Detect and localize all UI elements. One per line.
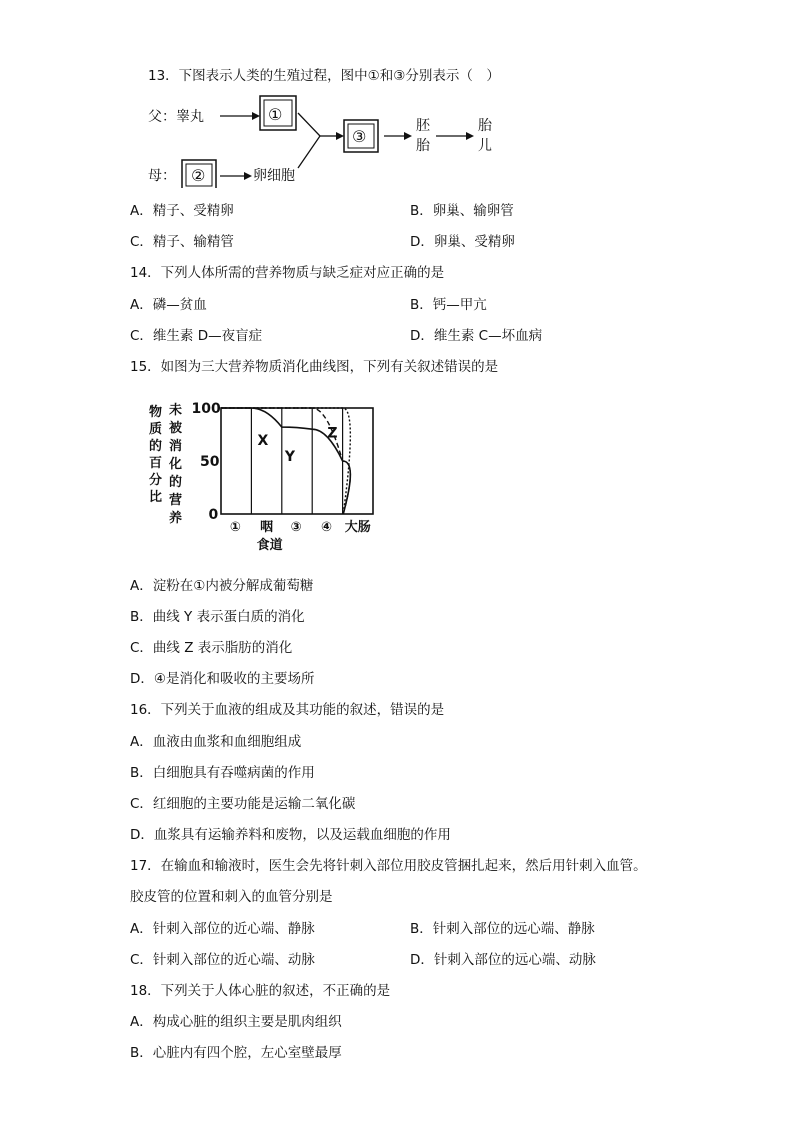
q15-option-c: C．曲线 Z 表示脂肪的消化 bbox=[130, 640, 293, 656]
y-axis-label-outer-char: 物 bbox=[149, 405, 163, 420]
y-tick-label: 50 bbox=[200, 454, 220, 470]
embryo-label-2: 胎 bbox=[416, 138, 430, 154]
y-axis-label-inner-char: 被 bbox=[169, 421, 183, 436]
x-category-label: ④ bbox=[320, 520, 332, 535]
y-tick-label: 0 bbox=[208, 507, 219, 523]
question-17-stem-line-1: 17．在输血和输液时，医生会先将针刺入部位用胶皮管捆扎起来，然后用针刺入血管。 bbox=[130, 858, 647, 874]
q16-option-d: D．血浆具有运输养料和废物，以及运载血细胞的作用 bbox=[130, 827, 451, 843]
box-3-label: ③ bbox=[352, 127, 367, 146]
q14-option-a: A．磷—贫血 bbox=[130, 297, 207, 313]
y-tick-label: 100 bbox=[191, 401, 221, 417]
q17-option-a: A．针刺入部位的近心端、静脉 bbox=[130, 921, 315, 937]
mother-label: 母： bbox=[148, 168, 176, 184]
question-14-stem: 14．下列人体所需的营养物质与缺乏症对应正确的是 bbox=[130, 265, 445, 281]
series-label-x: X bbox=[257, 433, 269, 450]
y-axis-label-outer-char: 的 bbox=[149, 439, 163, 454]
series-label-y: Y bbox=[284, 449, 295, 465]
q18-option-a: A．构成心脏的组织主要是肌肉组织 bbox=[130, 1014, 342, 1030]
father-label: 父：睾丸 bbox=[148, 109, 204, 125]
y-axis-label-outer-char: 分 bbox=[149, 473, 163, 488]
q13-option-b: B．卵巢、输卵管 bbox=[410, 203, 514, 219]
q16-option-a: A．血液由血浆和血细胞组成 bbox=[130, 734, 302, 750]
q17-option-c: C．针刺入部位的近心端、动脉 bbox=[130, 952, 315, 968]
y-axis-label-inner-char: 的 bbox=[169, 475, 183, 490]
y-axis-label-outer-char: 比 bbox=[149, 490, 163, 505]
x-category-label: 咽 bbox=[260, 520, 274, 535]
q13-option-c: C．精子、输精管 bbox=[130, 234, 234, 250]
embryo-label-1: 胚 bbox=[416, 118, 430, 134]
x-category-label: ① bbox=[229, 520, 241, 535]
question-15-stem: 15．如图为三大营养物质消化曲线图，下列有关叙述错误的是 bbox=[130, 359, 499, 375]
box-2-label: ② bbox=[191, 166, 206, 185]
fetus-label-2: 儿 bbox=[478, 138, 492, 154]
fetus-label-1: 胎 bbox=[478, 118, 492, 134]
y-axis-label-inner-char: 未 bbox=[169, 403, 183, 418]
x-category-label: ③ bbox=[290, 520, 302, 535]
y-axis-label-inner-char: 营 bbox=[169, 493, 183, 508]
question-13-stem: 13．下图表示人类的生殖过程，图中①和③分别表示（ ） bbox=[148, 68, 500, 84]
q18-option-b: B．心脏内有四个腔，左心室壁最厚 bbox=[130, 1045, 342, 1061]
y-axis-label-outer-char: 质 bbox=[149, 422, 163, 437]
q15-option-a: A．淀粉在①内被分解成葡萄糖 bbox=[130, 578, 314, 594]
x-extra-label: 食道 bbox=[256, 538, 283, 553]
q16-option-c: C．红细胞的主要功能是运输二氧化碳 bbox=[130, 796, 356, 812]
box-1-label: ① bbox=[268, 105, 283, 124]
question-17-stem-line-2: 胶皮管的位置和刺入的血管分别是 bbox=[130, 889, 333, 905]
question-16-stem: 16．下列关于血液的组成及其功能的叙述，错误的是 bbox=[130, 702, 445, 718]
q13-option-a: A．精子、受精卵 bbox=[130, 203, 234, 219]
q16-option-b: B．白细胞具有吞噬病菌的作用 bbox=[130, 765, 315, 781]
digestion-chart bbox=[145, 396, 385, 556]
q13-option-d: D．卵巢、受精卵 bbox=[410, 234, 515, 250]
q17-option-b: B．针刺入部位的远心端、静脉 bbox=[410, 921, 595, 937]
q14-option-d: D．维生素 C—坏血病 bbox=[410, 328, 543, 344]
y-axis-label-inner-char: 养 bbox=[169, 511, 183, 526]
reproduction-diagram bbox=[140, 88, 520, 188]
q15-option-d: D．④是消化和吸收的主要场所 bbox=[130, 671, 315, 687]
y-axis-label-inner-char: 化 bbox=[169, 457, 183, 472]
question-18-stem: 18．下列关于人体心脏的叙述，不正确的是 bbox=[130, 983, 391, 999]
egg-cell-label: 卵细胞 bbox=[253, 168, 295, 184]
q17-option-d: D．针刺入部位的远心端、动脉 bbox=[410, 952, 596, 968]
x-category-label: 大肠 bbox=[344, 520, 371, 535]
y-axis-label-outer-char: 百 bbox=[149, 456, 163, 471]
q14-option-b: B．钙—甲亢 bbox=[410, 297, 487, 313]
y-axis-label-inner-char: 消 bbox=[169, 439, 183, 454]
q15-option-b: B．曲线 Y 表示蛋白质的消化 bbox=[130, 609, 305, 625]
series-label-z: Z bbox=[327, 425, 338, 442]
q14-option-c: C．维生素 D—夜盲症 bbox=[130, 328, 263, 344]
